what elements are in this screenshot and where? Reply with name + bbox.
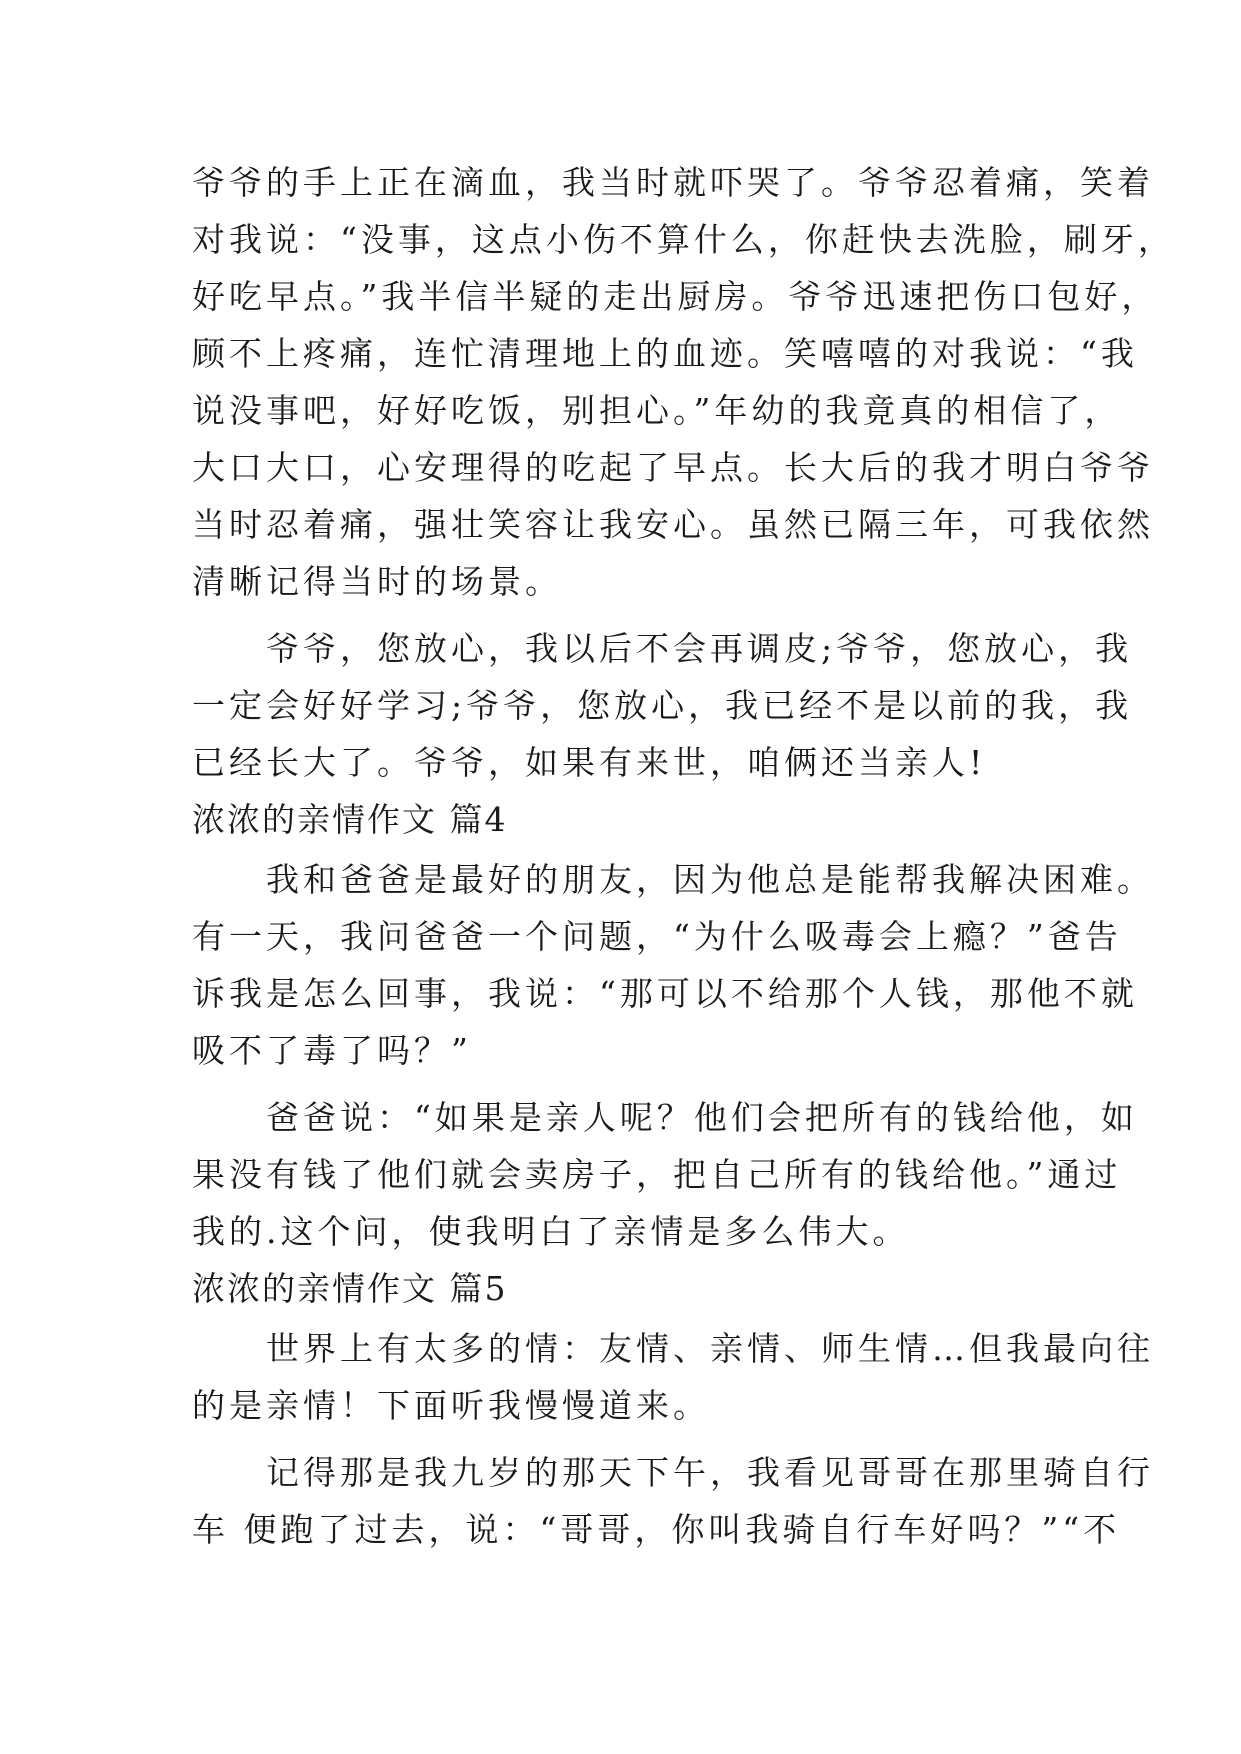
text-line: 好吃早点。”我半信半疑的走出厨房。爷爷迅速把伤口包好， [192, 277, 1159, 316]
text-line: 爷爷的手上正在滴血，我当时就吓哭了。爷爷忍着痛，笑着 [192, 163, 1154, 202]
text-line: 记得那是我九岁的那天下午，我看见哥哥在那里骑自行 [192, 1453, 1154, 1492]
text-line: 说没事吧，好好吃饭，别担心。”年幼的我竟真的相信了， [192, 391, 1122, 430]
text-line: 诉我是怎么回事，我说：“那可以不给那个人钱，那他不就 [192, 974, 1138, 1013]
section-heading: 浓浓的亲情作文 篇5 [192, 1269, 508, 1308]
text-line: 爷爷，您放心，我以后不会再调皮;爷爷，您放心，我 [192, 629, 1133, 668]
text-line: 清晰记得当时的场景。 [192, 562, 562, 601]
text-line: 已经长大了。爷爷，如果有来世，咱俩还当亲人! [192, 743, 987, 782]
text-line: 一定会好好学习;爷爷，您放心，我已经不是以前的我，我 [192, 686, 1133, 725]
text-line: 的是亲情！下面听我慢慢道来。 [192, 1386, 710, 1425]
text-line: 对我说：“没事，这点小伤不算什么，你赶快去洗脸，刷牙， [192, 220, 1175, 259]
text-line: 大口大口，心安理得的吃起了早点。长大后的我才明白爷爷 [192, 448, 1154, 487]
text-line: 我和爸爸是最好的朋友，因为他总是能帮我解决困难。 [192, 860, 1154, 899]
text-line: 我的.这个问，使我明白了亲情是多么伟大。 [192, 1212, 910, 1251]
text-line: 有一天，我问爸爸一个问题，“为什么吸毒会上瘾？”爸告 [192, 917, 1122, 956]
text-line: 世界上有太多的情：友情、亲情、师生情…但我最向往 [192, 1329, 1154, 1368]
text-line: 车 便跑了过去，说：“哥哥，你叫我骑自行车好吗？”“不 [192, 1510, 1121, 1549]
text-line: 吸不了毒了吗？” [192, 1031, 472, 1070]
text-line: 顾不上疼痛，连忙清理地上的血迹。笑嘻嘻的对我说：“我 [192, 334, 1138, 373]
text-line: 果没有钱了他们就会卖房子，把自己所有的钱给他。”通过 [192, 1155, 1122, 1194]
text-line: 当时忍着痛，强壮笑容让我安心。虽然已隔三年，可我依然 [192, 505, 1154, 544]
text-line: 爸爸说：“如果是亲人呢？他们会把所有的钱给他，如 [192, 1098, 1138, 1137]
section-heading: 浓浓的亲情作文 篇4 [192, 800, 508, 839]
